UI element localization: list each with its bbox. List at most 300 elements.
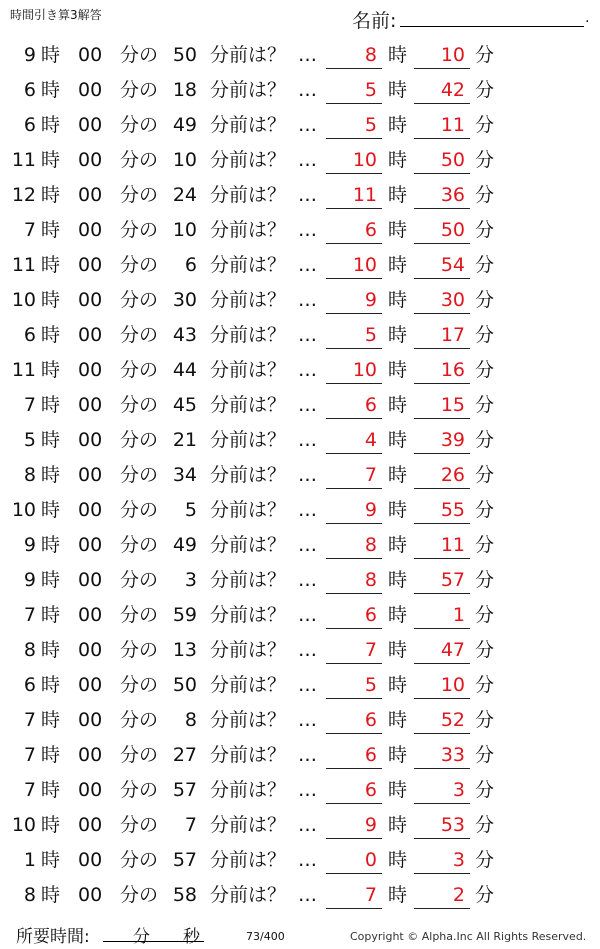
ellipsis: … — [298, 884, 317, 906]
problem-row — [0, 143, 600, 178]
answer-minute-unit: 分 — [475, 569, 495, 591]
minutes-of-label: 分の — [120, 464, 159, 486]
problem-zero-minutes: 00 — [78, 604, 103, 626]
problem-row — [0, 598, 600, 633]
question-label: 分前は？ — [210, 464, 287, 486]
minutes-of-label: 分の — [120, 569, 159, 591]
answer-hour: 10 — [352, 254, 377, 276]
answer-minute-blank[interactable] — [414, 453, 470, 454]
problem-minus-minutes: 50 — [172, 674, 197, 696]
answer-hour: 6 — [364, 219, 377, 241]
answer-minute-unit: 分 — [475, 884, 495, 906]
answer-minute: 15 — [440, 394, 465, 416]
minutes-of-label: 分の — [120, 254, 159, 276]
question-label: 分前は？ — [210, 884, 287, 906]
answer-hour: 8 — [364, 569, 377, 591]
answer-minute-unit: 分 — [475, 709, 495, 731]
answer-minute-blank[interactable] — [414, 103, 470, 104]
answer-minute: 3 — [452, 779, 465, 801]
problem-minus-minutes: 18 — [172, 79, 197, 101]
answer-hour-unit: 時 — [388, 184, 408, 206]
answer-hour-blank[interactable] — [326, 68, 382, 69]
question-label: 分前は？ — [210, 79, 287, 101]
problem-row — [0, 808, 600, 843]
problem-hour: 6 — [23, 79, 36, 101]
hour-unit-label: 時 — [41, 814, 61, 836]
answer-minute: 55 — [440, 499, 465, 521]
ellipsis: … — [298, 114, 317, 136]
minutes-of-label: 分の — [120, 884, 159, 906]
problem-minus-minutes: 34 — [172, 464, 197, 486]
hour-unit-label: 時 — [41, 534, 61, 556]
time-minutes-label: 分 — [133, 927, 150, 947]
question-label: 分前は？ — [210, 674, 287, 696]
answer-minute: 33 — [440, 744, 465, 766]
problem-hour: 7 — [23, 779, 36, 801]
answer-hour-blank[interactable] — [326, 663, 382, 664]
problem-zero-minutes: 00 — [78, 884, 103, 906]
answer-hour-blank[interactable] — [326, 908, 382, 909]
ellipsis: … — [298, 429, 317, 451]
ellipsis: … — [298, 569, 317, 591]
hour-unit-label: 時 — [41, 744, 61, 766]
problem-minus-minutes: 57 — [172, 779, 197, 801]
answer-minute-unit: 分 — [475, 744, 495, 766]
problem-zero-minutes: 00 — [78, 149, 103, 171]
answer-hour-unit: 時 — [388, 639, 408, 661]
question-label: 分前は？ — [210, 114, 287, 136]
problem-minus-minutes: 3 — [184, 569, 197, 591]
problem-zero-minutes: 00 — [78, 464, 103, 486]
answer-hour: 11 — [352, 184, 377, 206]
ellipsis: … — [298, 534, 317, 556]
answer-minute-unit: 分 — [475, 779, 495, 801]
question-label: 分前は？ — [210, 604, 287, 626]
question-label: 分前は？ — [210, 289, 287, 311]
answer-minute-blank[interactable] — [414, 208, 470, 209]
problem-hour: 7 — [23, 744, 36, 766]
answer-minute: 47 — [440, 639, 465, 661]
question-label: 分前は？ — [210, 254, 287, 276]
problem-zero-minutes: 00 — [78, 359, 103, 381]
answer-minute: 17 — [440, 324, 465, 346]
answer-hour-unit: 時 — [388, 289, 408, 311]
question-label: 分前は？ — [210, 44, 287, 66]
time-required-label: 所要時間: — [16, 927, 90, 947]
ellipsis: … — [298, 499, 317, 521]
minutes-of-label: 分の — [120, 744, 159, 766]
answer-minute-blank[interactable] — [414, 173, 470, 174]
problem-row — [0, 493, 600, 528]
ellipsis: … — [298, 709, 317, 731]
hour-unit-label: 時 — [41, 254, 61, 276]
problem-minus-minutes: 21 — [172, 429, 197, 451]
answer-hour-blank[interactable] — [326, 348, 382, 349]
hour-unit-label: 時 — [41, 569, 61, 591]
answer-minute: 50 — [440, 219, 465, 241]
answer-hour: 6 — [364, 779, 377, 801]
answer-hour-blank[interactable] — [326, 418, 382, 419]
answer-minute-blank[interactable] — [414, 628, 470, 629]
answer-minute-blank[interactable] — [414, 733, 470, 734]
problem-zero-minutes: 00 — [78, 534, 103, 556]
answer-hour-blank[interactable] — [326, 453, 382, 454]
ellipsis: … — [298, 464, 317, 486]
ellipsis: … — [298, 849, 317, 871]
problem-row — [0, 878, 600, 913]
answer-hour: 6 — [364, 709, 377, 731]
answer-hour: 5 — [364, 79, 377, 101]
question-label: 分前は？ — [210, 814, 287, 836]
ellipsis: … — [298, 359, 317, 381]
problem-minus-minutes: 59 — [172, 604, 197, 626]
hour-unit-label: 時 — [41, 44, 61, 66]
problem-zero-minutes: 00 — [78, 79, 103, 101]
hour-unit-label: 時 — [41, 114, 61, 136]
answer-hour-blank[interactable] — [326, 593, 382, 594]
answer-minute: 26 — [440, 464, 465, 486]
problem-minus-minutes: 5 — [184, 499, 197, 521]
problem-hour: 6 — [23, 674, 36, 696]
answer-hour: 4 — [364, 429, 377, 451]
answer-hour-blank[interactable] — [326, 733, 382, 734]
answer-hour-unit: 時 — [388, 849, 408, 871]
answer-hour: 10 — [352, 359, 377, 381]
answer-minute-unit: 分 — [475, 499, 495, 521]
answer-minute-unit: 分 — [475, 289, 495, 311]
answer-hour-blank[interactable] — [326, 278, 382, 279]
ellipsis: … — [298, 814, 317, 836]
answer-minute-blank[interactable] — [414, 313, 470, 314]
answer-hour-unit: 時 — [388, 114, 408, 136]
minutes-of-label: 分の — [120, 394, 159, 416]
ellipsis: … — [298, 149, 317, 171]
answer-hour: 5 — [364, 674, 377, 696]
problem-minus-minutes: 43 — [172, 324, 197, 346]
answer-hour-blank[interactable] — [326, 138, 382, 139]
answer-minute-blank[interactable] — [414, 838, 470, 839]
name-label: 名前: — [352, 10, 397, 32]
hour-unit-label: 時 — [41, 499, 61, 521]
problem-row — [0, 423, 600, 458]
answer-minute-blank[interactable] — [414, 523, 470, 524]
answer-hour-blank[interactable] — [326, 173, 382, 174]
problem-hour: 10 — [11, 289, 36, 311]
answer-hour-unit: 時 — [388, 884, 408, 906]
problem-zero-minutes: 00 — [78, 44, 103, 66]
answer-hour-unit: 時 — [388, 44, 408, 66]
hour-unit-label: 時 — [41, 219, 61, 241]
ellipsis: … — [298, 254, 317, 276]
answer-minute-blank[interactable] — [414, 68, 470, 69]
problem-row — [0, 773, 600, 808]
minutes-of-label: 分の — [120, 534, 159, 556]
answer-hour-blank[interactable] — [326, 488, 382, 489]
hour-unit-label: 時 — [41, 639, 61, 661]
answer-minute-unit: 分 — [475, 219, 495, 241]
minutes-of-label: 分の — [120, 44, 159, 66]
answer-hour-unit: 時 — [388, 779, 408, 801]
answer-hour-unit: 時 — [388, 324, 408, 346]
problem-minus-minutes: 13 — [172, 639, 197, 661]
ellipsis: … — [298, 674, 317, 696]
answer-hour-unit: 時 — [388, 674, 408, 696]
problem-zero-minutes: 00 — [78, 289, 103, 311]
problem-zero-minutes: 00 — [78, 779, 103, 801]
minutes-of-label: 分の — [120, 639, 159, 661]
answer-minute-blank[interactable] — [414, 593, 470, 594]
answer-hour: 6 — [364, 744, 377, 766]
answer-minute: 3 — [452, 849, 465, 871]
ellipsis: … — [298, 639, 317, 661]
answer-hour: 5 — [364, 324, 377, 346]
problem-hour: 7 — [23, 709, 36, 731]
answer-minute-unit: 分 — [475, 464, 495, 486]
answer-hour-blank[interactable] — [326, 243, 382, 244]
problem-hour: 10 — [11, 814, 36, 836]
answer-hour-unit: 時 — [388, 429, 408, 451]
problem-minus-minutes: 57 — [172, 849, 197, 871]
problem-row — [0, 563, 600, 598]
problem-hour: 1 — [23, 849, 36, 871]
question-label: 分前は？ — [210, 639, 287, 661]
hour-unit-label: 時 — [41, 324, 61, 346]
question-label: 分前は？ — [210, 359, 287, 381]
answer-minute-blank[interactable] — [414, 383, 470, 384]
hour-unit-label: 時 — [41, 884, 61, 906]
answer-hour: 9 — [364, 499, 377, 521]
answer-hour-unit: 時 — [388, 359, 408, 381]
problem-minus-minutes: 49 — [172, 114, 197, 136]
answer-hour-unit: 時 — [388, 744, 408, 766]
answer-minute-unit: 分 — [475, 44, 495, 66]
problem-row — [0, 388, 600, 423]
answer-minute-unit: 分 — [475, 149, 495, 171]
answer-minute: 1 — [452, 604, 465, 626]
problem-zero-minutes: 00 — [78, 324, 103, 346]
answer-minute-unit: 分 — [475, 324, 495, 346]
name-line-dot: . — [585, 10, 590, 26]
copyright: Copyright © Alpha.Inc All Rights Reserved. — [350, 930, 587, 943]
minutes-of-label: 分の — [120, 324, 159, 346]
problem-hour: 11 — [11, 254, 36, 276]
answer-hour-blank[interactable] — [326, 383, 382, 384]
answer-minute-blank[interactable] — [414, 768, 470, 769]
answer-minute: 30 — [440, 289, 465, 311]
question-label: 分前は？ — [210, 534, 287, 556]
minutes-of-label: 分の — [120, 289, 159, 311]
problem-minus-minutes: 58 — [172, 884, 197, 906]
answer-hour-blank[interactable] — [326, 313, 382, 314]
answer-minute-unit: 分 — [475, 79, 495, 101]
answer-minute-blank[interactable] — [414, 663, 470, 664]
answer-hour-blank[interactable] — [326, 838, 382, 839]
hour-unit-label: 時 — [41, 464, 61, 486]
hour-unit-label: 時 — [41, 149, 61, 171]
minutes-of-label: 分の — [120, 184, 159, 206]
problem-hour: 6 — [23, 114, 36, 136]
problem-row — [0, 353, 600, 388]
question-label: 分前は？ — [210, 184, 287, 206]
hour-unit-label: 時 — [41, 604, 61, 626]
name-input-line[interactable] — [400, 26, 584, 27]
problem-row — [0, 178, 600, 213]
problem-zero-minutes: 00 — [78, 394, 103, 416]
answer-hour-blank[interactable] — [326, 873, 382, 874]
problem-zero-minutes: 00 — [78, 849, 103, 871]
minutes-of-label: 分の — [120, 674, 159, 696]
problem-hour: 7 — [23, 219, 36, 241]
minutes-of-label: 分の — [120, 429, 159, 451]
problem-minus-minutes: 6 — [184, 254, 197, 276]
answer-hour-blank[interactable] — [326, 768, 382, 769]
answer-minute: 52 — [440, 709, 465, 731]
answer-hour: 7 — [364, 884, 377, 906]
ellipsis: … — [298, 79, 317, 101]
problem-row — [0, 843, 600, 878]
ellipsis: … — [298, 219, 317, 241]
problem-minus-minutes: 24 — [172, 184, 197, 206]
answer-minute-unit: 分 — [475, 114, 495, 136]
answer-minute-unit: 分 — [475, 394, 495, 416]
answer-hour-blank[interactable] — [326, 698, 382, 699]
answer-hour: 8 — [364, 44, 377, 66]
minutes-of-label: 分の — [120, 779, 159, 801]
problem-row — [0, 213, 600, 248]
worksheet-title: 時間引き算3解答 — [10, 8, 102, 22]
answer-minute-blank[interactable] — [414, 418, 470, 419]
ellipsis: … — [298, 289, 317, 311]
answer-hour-unit: 時 — [388, 254, 408, 276]
problem-hour: 12 — [11, 184, 36, 206]
problem-row — [0, 458, 600, 493]
hour-unit-label: 時 — [41, 394, 61, 416]
answer-hour: 9 — [364, 289, 377, 311]
answer-minute-blank[interactable] — [414, 243, 470, 244]
problem-hour: 7 — [23, 604, 36, 626]
problem-hour: 11 — [11, 149, 36, 171]
answer-minute-blank[interactable] — [414, 803, 470, 804]
problem-hour: 9 — [23, 569, 36, 591]
answer-hour-unit: 時 — [388, 464, 408, 486]
problem-row — [0, 668, 600, 703]
minutes-of-label: 分の — [120, 709, 159, 731]
answer-minute-unit: 分 — [475, 814, 495, 836]
answer-hour-blank[interactable] — [326, 628, 382, 629]
answer-minute: 10 — [440, 44, 465, 66]
answer-hour-blank[interactable] — [326, 523, 382, 524]
problem-zero-minutes: 00 — [78, 709, 103, 731]
problem-row — [0, 248, 600, 283]
answer-hour-blank[interactable] — [326, 208, 382, 209]
hour-unit-label: 時 — [41, 184, 61, 206]
hour-unit-label: 時 — [41, 849, 61, 871]
problem-row — [0, 318, 600, 353]
answer-minute-unit: 分 — [475, 254, 495, 276]
problem-minus-minutes: 30 — [172, 289, 197, 311]
hour-unit-label: 時 — [41, 79, 61, 101]
question-label: 分前は？ — [210, 569, 287, 591]
problem-minus-minutes: 44 — [172, 359, 197, 381]
answer-hour-unit: 時 — [388, 709, 408, 731]
problem-row — [0, 283, 600, 318]
answer-minute: 10 — [440, 674, 465, 696]
problem-minus-minutes: 10 — [172, 149, 197, 171]
answer-minute-blank[interactable] — [414, 138, 470, 139]
problem-hour: 7 — [23, 394, 36, 416]
answer-hour-unit: 時 — [388, 604, 408, 626]
ellipsis: … — [298, 779, 317, 801]
answer-hour: 5 — [364, 114, 377, 136]
ellipsis: … — [298, 744, 317, 766]
answer-hour: 7 — [364, 464, 377, 486]
problem-row — [0, 703, 600, 738]
answer-minute: 50 — [440, 149, 465, 171]
problem-hour: 8 — [23, 464, 36, 486]
answer-minute-blank[interactable] — [414, 908, 470, 909]
problem-hour: 9 — [23, 44, 36, 66]
minutes-of-label: 分の — [120, 149, 159, 171]
problem-row — [0, 528, 600, 563]
problem-hour: 8 — [23, 639, 36, 661]
answer-hour: 8 — [364, 534, 377, 556]
question-label: 分前は？ — [210, 709, 287, 731]
answer-minute-blank[interactable] — [414, 278, 470, 279]
hour-unit-label: 時 — [41, 779, 61, 801]
answer-minute: 16 — [440, 359, 465, 381]
minutes-of-label: 分の — [120, 849, 159, 871]
question-label: 分前は？ — [210, 849, 287, 871]
problem-row — [0, 73, 600, 108]
answer-minute: 42 — [440, 79, 465, 101]
answer-hour: 9 — [364, 814, 377, 836]
answer-minute-unit: 分 — [475, 674, 495, 696]
problem-minus-minutes: 49 — [172, 534, 197, 556]
problem-list — [0, 38, 600, 913]
answer-minute-blank[interactable] — [414, 488, 470, 489]
problem-zero-minutes: 00 — [78, 569, 103, 591]
answer-hour-blank[interactable] — [326, 803, 382, 804]
answer-minute-blank[interactable] — [414, 558, 470, 559]
answer-hour-blank[interactable] — [326, 558, 382, 559]
answer-minute: 2 — [452, 884, 465, 906]
answer-hour: 10 — [352, 149, 377, 171]
problem-row — [0, 738, 600, 773]
problem-zero-minutes: 00 — [78, 744, 103, 766]
problem-hour: 5 — [23, 429, 36, 451]
problem-hour: 9 — [23, 534, 36, 556]
problem-minus-minutes: 10 — [172, 219, 197, 241]
answer-minute-blank[interactable] — [414, 348, 470, 349]
problem-zero-minutes: 00 — [78, 184, 103, 206]
minutes-of-label: 分の — [120, 499, 159, 521]
answer-minute: 53 — [440, 814, 465, 836]
problem-zero-minutes: 00 — [78, 499, 103, 521]
problem-hour: 11 — [11, 359, 36, 381]
time-seconds-label: 秒 — [183, 927, 200, 947]
answer-hour-blank[interactable] — [326, 103, 382, 104]
problem-row — [0, 38, 600, 73]
problem-minus-minutes: 50 — [172, 44, 197, 66]
answer-minute-blank[interactable] — [414, 873, 470, 874]
ellipsis: … — [298, 394, 317, 416]
problem-zero-minutes: 00 — [78, 254, 103, 276]
ellipsis: … — [298, 604, 317, 626]
page-number: 73/400 — [246, 930, 285, 943]
problem-minus-minutes: 27 — [172, 744, 197, 766]
answer-minute-blank[interactable] — [414, 698, 470, 699]
ellipsis: … — [298, 44, 317, 66]
